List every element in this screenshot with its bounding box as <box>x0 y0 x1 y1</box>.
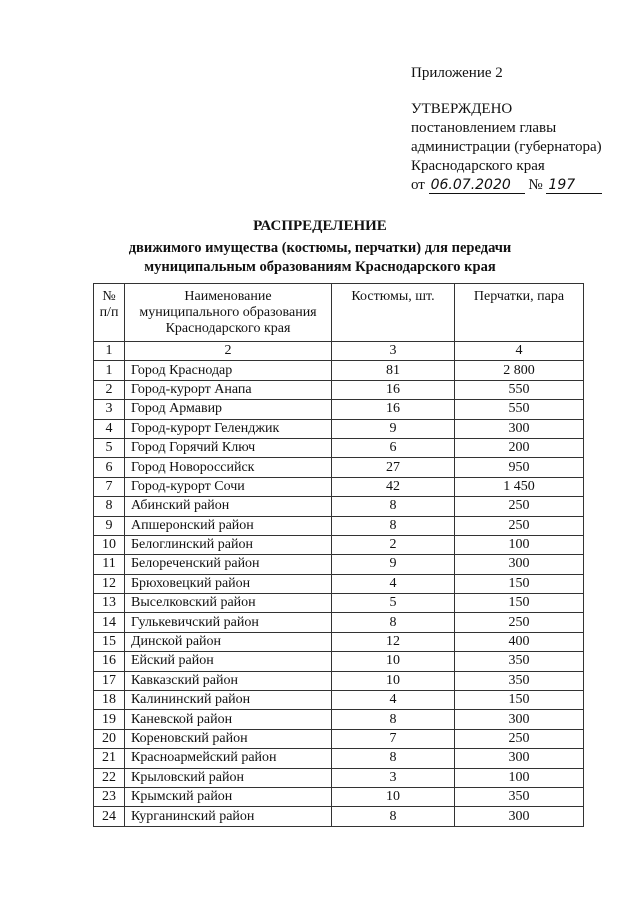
gloves-count: 150 <box>455 594 584 613</box>
approval-block <box>411 100 602 195</box>
gloves-count: 950 <box>455 458 584 477</box>
row-number: 16 <box>94 652 125 671</box>
municipality-name: Город Горячий Ключ <box>125 438 332 457</box>
municipality-name: Каневской район <box>125 710 332 729</box>
appendix-label: Приложение 2 <box>411 65 503 81</box>
row-number: 7 <box>94 477 125 496</box>
row-number: 19 <box>94 710 125 729</box>
index-cell: 3 <box>332 342 455 361</box>
municipality-name: Город-курорт Анапа <box>125 380 332 399</box>
document-title: РАСПРЕДЕЛЕНИЕ <box>253 218 387 234</box>
index-cell: 2 <box>125 342 332 361</box>
municipality-name: Красноармейский район <box>125 749 332 768</box>
row-number: 6 <box>94 458 125 477</box>
row-number: 10 <box>94 535 125 554</box>
gloves-count: 150 <box>455 691 584 710</box>
suits-count: 5 <box>332 594 455 613</box>
approval-line-3: Краснодарского края <box>411 158 545 174</box>
row-number: 5 <box>94 438 125 457</box>
gloves-count: 400 <box>455 632 584 651</box>
distribution-table <box>93 283 584 827</box>
row-number: 18 <box>94 691 125 710</box>
gloves-count: 350 <box>455 671 584 690</box>
gloves-count: 550 <box>455 380 584 399</box>
gloves-count: 200 <box>455 438 584 457</box>
row-number: 24 <box>94 807 125 826</box>
suits-count: 10 <box>332 787 455 806</box>
table-row <box>94 691 584 710</box>
table-row <box>94 555 584 574</box>
table-row <box>94 458 584 477</box>
header-suits: Костюмы, шт. <box>332 284 455 342</box>
municipality-name: Город-курорт Сочи <box>125 477 332 496</box>
gloves-count: 250 <box>455 729 584 748</box>
approval-line-2: администрации (губернатора) <box>411 139 602 155</box>
row-number: 11 <box>94 555 125 574</box>
suits-count: 8 <box>332 749 455 768</box>
municipality-name: Город Армавир <box>125 400 332 419</box>
table-row <box>94 710 584 729</box>
row-number: 12 <box>94 574 125 593</box>
suits-count: 16 <box>332 400 455 419</box>
suits-count: 8 <box>332 710 455 729</box>
gloves-count: 150 <box>455 574 584 593</box>
table-row <box>94 652 584 671</box>
municipality-name: Город Новороссийск <box>125 458 332 477</box>
handwritten-number: 197 <box>546 177 602 194</box>
gloves-count: 250 <box>455 497 584 516</box>
table-row <box>94 729 584 748</box>
gloves-count: 250 <box>455 516 584 535</box>
number-prefix: № <box>528 177 543 193</box>
suits-count: 9 <box>332 419 455 438</box>
table-row <box>94 361 584 380</box>
municipality-name: Апшеронский район <box>125 516 332 535</box>
table-row <box>94 594 584 613</box>
suits-count: 4 <box>332 574 455 593</box>
suits-count: 4 <box>332 691 455 710</box>
municipality-name: Кореновский район <box>125 729 332 748</box>
row-number: 9 <box>94 516 125 535</box>
header-name-line-2: муниципального образования <box>139 305 317 320</box>
suits-count: 8 <box>332 807 455 826</box>
suits-count: 10 <box>332 671 455 690</box>
municipality-name: Курганинский район <box>125 807 332 826</box>
table-row <box>94 671 584 690</box>
suits-count: 12 <box>332 632 455 651</box>
table-row <box>94 400 584 419</box>
gloves-count: 300 <box>455 419 584 438</box>
gloves-count: 350 <box>455 652 584 671</box>
suits-count: 7 <box>332 729 455 748</box>
table-row <box>94 497 584 516</box>
gloves-count: 300 <box>455 807 584 826</box>
handwritten-date: 06.07.2020 <box>429 177 525 194</box>
table-row <box>94 787 584 806</box>
gloves-count: 350 <box>455 787 584 806</box>
municipality-name: Белоглинский район <box>125 535 332 554</box>
table-row <box>94 535 584 554</box>
gloves-count: 300 <box>455 555 584 574</box>
municipality-name: Выселковский район <box>125 594 332 613</box>
row-number: 23 <box>94 787 125 806</box>
suits-count: 81 <box>332 361 455 380</box>
table-row <box>94 516 584 535</box>
table-row <box>94 749 584 768</box>
table-row <box>94 419 584 438</box>
header-gloves: Перчатки, пара <box>455 284 584 342</box>
municipality-name: Город Краснодар <box>125 361 332 380</box>
suits-count: 3 <box>332 768 455 787</box>
municipality-name: Крымский район <box>125 787 332 806</box>
row-number: 22 <box>94 768 125 787</box>
table-row <box>94 613 584 632</box>
municipality-name: Гулькевичский район <box>125 613 332 632</box>
approval-title: УТВЕРЖДЕНО <box>411 101 513 117</box>
gloves-count: 100 <box>455 535 584 554</box>
approval-line-1: постановлением главы <box>411 120 557 136</box>
table-body <box>94 342 584 827</box>
table-header-row <box>94 284 584 342</box>
suits-count: 8 <box>332 497 455 516</box>
index-row <box>94 342 584 361</box>
row-number: 15 <box>94 632 125 651</box>
suits-count: 9 <box>332 555 455 574</box>
row-number: 20 <box>94 729 125 748</box>
row-number: 21 <box>94 749 125 768</box>
date-prefix: от <box>411 177 425 193</box>
gloves-count: 300 <box>455 749 584 768</box>
municipality-name: Крыловский район <box>125 768 332 787</box>
row-number: 14 <box>94 613 125 632</box>
municipality-name: Калининский район <box>125 691 332 710</box>
row-number: 17 <box>94 671 125 690</box>
municipality-name: Динской район <box>125 632 332 651</box>
row-number: 4 <box>94 419 125 438</box>
header-number <box>94 284 125 342</box>
municipality-name: Ейский район <box>125 652 332 671</box>
table-row <box>94 477 584 496</box>
row-number: 13 <box>94 594 125 613</box>
header-name-line-1: Наименование <box>184 289 272 304</box>
suits-count: 16 <box>332 380 455 399</box>
suits-count: 27 <box>332 458 455 477</box>
gloves-count: 550 <box>455 400 584 419</box>
gloves-count: 100 <box>455 768 584 787</box>
table-row <box>94 632 584 651</box>
suits-count: 42 <box>332 477 455 496</box>
table-row <box>94 574 584 593</box>
table-row <box>94 807 584 826</box>
table-row <box>94 768 584 787</box>
table-row <box>94 380 584 399</box>
document-subtitle-line-2: муниципальным образованиям Краснодарского края <box>144 259 496 275</box>
gloves-count: 300 <box>455 710 584 729</box>
suits-count: 6 <box>332 438 455 457</box>
municipality-name: Кавказский район <box>125 671 332 690</box>
approval-date-line <box>411 176 602 195</box>
suits-count: 8 <box>332 613 455 632</box>
row-number: 8 <box>94 497 125 516</box>
gloves-count: 1 450 <box>455 477 584 496</box>
row-number: 3 <box>94 400 125 419</box>
header-number-line-2: п/п <box>99 305 119 320</box>
table-row <box>94 438 584 457</box>
row-number: 1 <box>94 361 125 380</box>
header-name-line-3: Краснодарского края <box>165 321 291 336</box>
header-name <box>125 284 332 342</box>
suits-count: 2 <box>332 535 455 554</box>
document-subtitle-line-1: движимого имущества (костюмы, перчатки) для передачи <box>128 240 512 256</box>
municipality-name: Брюховецкий район <box>125 574 332 593</box>
municipality-name: Белореченский район <box>125 555 332 574</box>
suits-count: 8 <box>332 516 455 535</box>
suits-count: 10 <box>332 652 455 671</box>
municipality-name: Город-курорт Геленджик <box>125 419 332 438</box>
gloves-count: 2 800 <box>455 361 584 380</box>
gloves-count: 250 <box>455 613 584 632</box>
header-number-line-1: № <box>102 289 116 304</box>
municipality-name: Абинский район <box>125 497 332 516</box>
index-cell: 1 <box>94 342 125 361</box>
row-number: 2 <box>94 380 125 399</box>
index-cell: 4 <box>455 342 584 361</box>
